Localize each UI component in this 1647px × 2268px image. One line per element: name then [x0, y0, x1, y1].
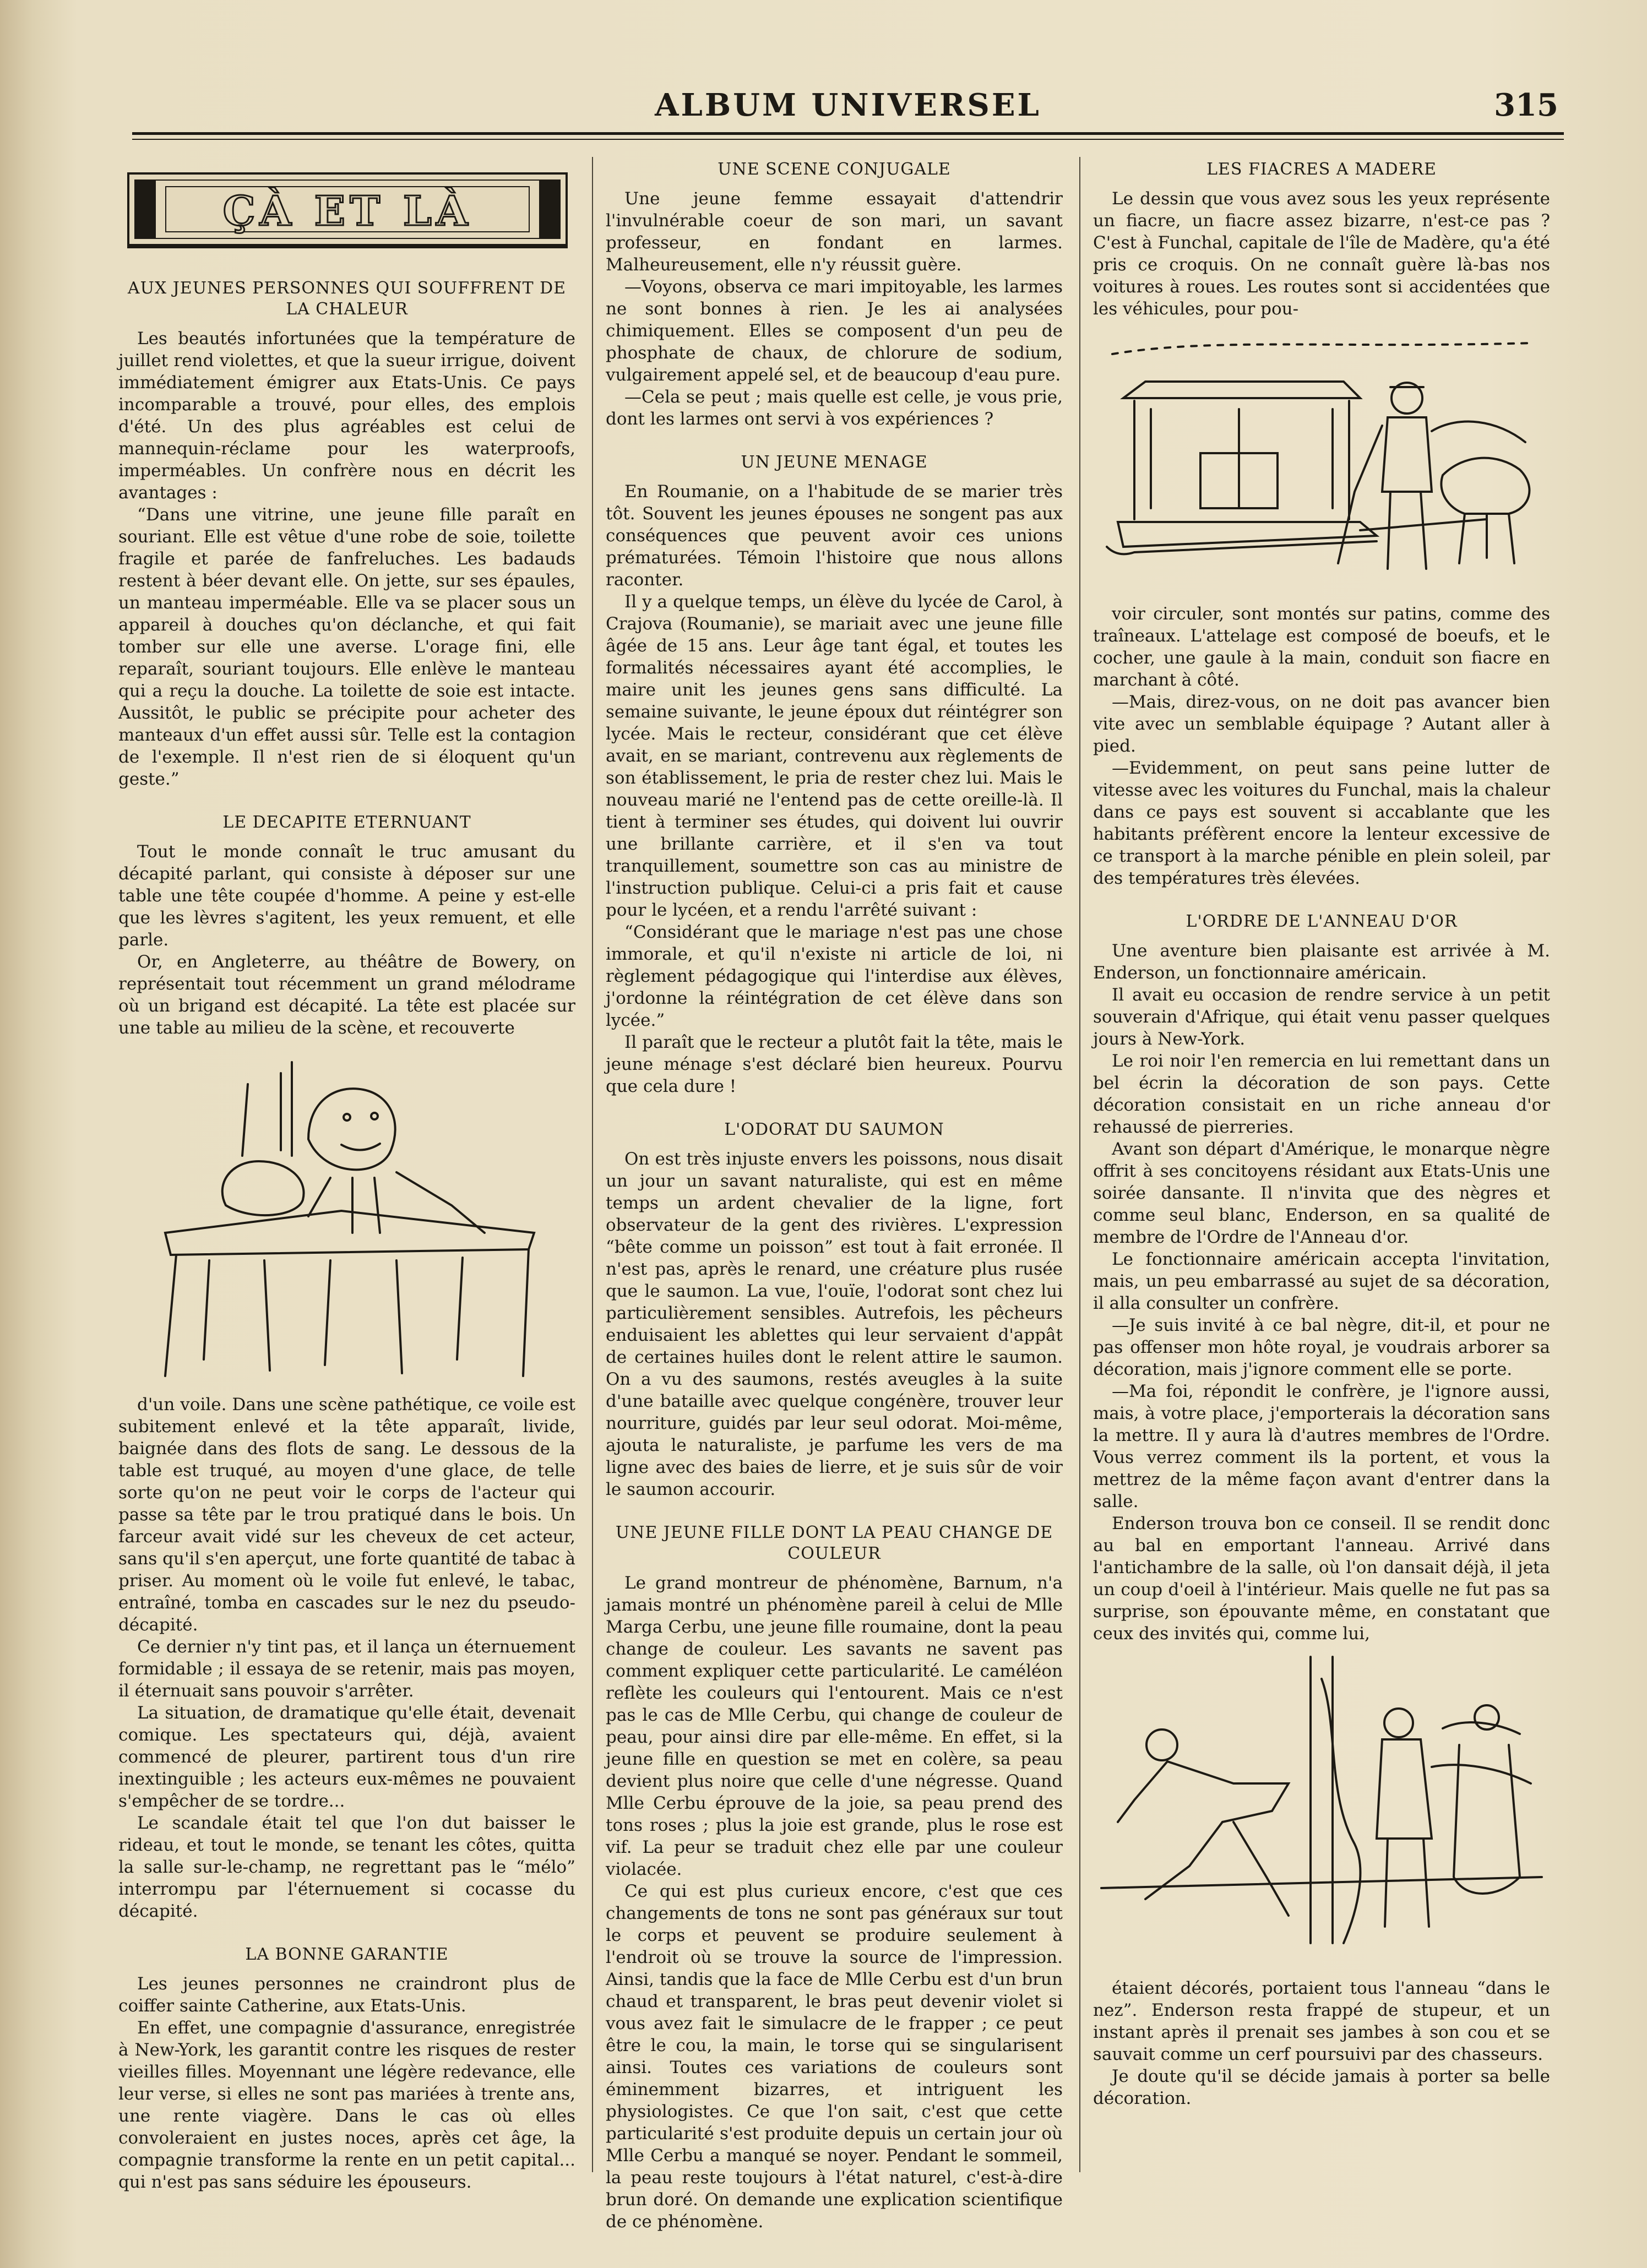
article-paragraph: —Evidemment, on peut sans peine lutter de vitesse avec les voitures du Funchal, mais la chaleur dans ce pays est souvent si accablante que les habitants préfèrent encore la lenteur excessive de ce transport à la marche pénible en plein soleil, par des températures très élevées.	[1093, 758, 1550, 888]
article-title: LE DECAPITE ETERNUANT	[222, 813, 471, 832]
article-title: UN JEUNE MENAGE	[741, 453, 928, 472]
article-title: LES FIACRES A MADERE	[1206, 160, 1437, 179]
article-title: AUX JEUNES PERSONNES QUI SOUFFRENT DE LA CHALEUR	[127, 279, 567, 319]
article-title: L'ODORAT DU SAUMON	[724, 1120, 944, 1139]
article-paragraph: La situation, de dramatique qu'elle était, devenait comique. Les spectateurs qui, déjà, avaient commencé de pleurer, partirent tous d'un rire inextinguible ; les acteurs eux-mêmes ne pouvaient s'empêcher de se tordre...	[118, 1703, 575, 1811]
article-paragraph: Il y a quelque temps, un élève du lycée de Carol, à Crajova (Roumanie), se mariait avec une jeune fille âgée de 15 ans. Leur âge tant égal, et toutes les formalités nécessaires ayant été accomplies, le maire unit les jeunes gens sans difficulté. La semaine suivante, le jeune époux dut réintégrer son lycée. Mais le recteur, considérant que cet élève avait, en se mariant, contrevenu aux règlements de son établissement, le pria de rester chez lui. Mais le nouveau marié ne l'entend pas de cette oreille-là. Il tient à terminer ses études, qui doivent lui ouvrir une brillante carrière, et il s'en va tout tranquillement, soumettre son cas au ministre de l'instruction publique. Celui-ci a pris fait et cause pour le lycéen, et a rendu l'arrêté suivant :	[606, 592, 1063, 920]
column-divider-2	[1079, 157, 1080, 2172]
article-paragraph: Avant son départ d'Amérique, le monarque nègre offrit à ses concitoyens résidant aux Etats-Unis une soirée dansante. Il n'invita que des nègres et comme seul blanc, Enderson, en sa qualité de membre de l'Ordre de l'Anneau d'or.	[1093, 1139, 1550, 1247]
article-title: UNE JEUNE FILLE DONT LA PEAU CHANGE DE COULEUR	[615, 1523, 1053, 1563]
column-2	[606, 151, 1063, 2232]
column-3	[1093, 151, 1550, 2178]
masthead	[132, 83, 1564, 127]
article-paragraph: Le fonctionnaire américain accepta l'invitation, mais, un peu embarrassé au sujet de sa décoration, il alla consulter un confrère.	[1093, 1249, 1550, 1313]
article-paragraph: étaient décorés, portaient tous l'anneau “dans le nez”. Enderson resta frappé de stupeur, et un instant après il prenait ses jambes à son cou et se sauvait comme un cerf poursuivi par des chasseurs.	[1093, 1978, 1550, 2064]
article-paragraph: Une jeune femme essayait d'attendrir l'invulnérable coeur de son mari, un savant professeur, en fondant en larmes. Malheureusement, elle n'y réussit guère.	[606, 189, 1063, 275]
column-1	[118, 151, 575, 2192]
article-paragraph: Le scandale était tel que l'on dut baisser le rideau, et tout le monde, se tenant les côtes, quitta la salle sur-le-champ, ne regrettant pas le “mélo” interrompu par l'éternuement si cocasse du décapité.	[118, 1813, 575, 1921]
article-paragraph: Je doute qu'il se décide jamais à porter sa belle décoration.	[1093, 2066, 1550, 2108]
article-title: UNE SCENE CONJUGALE	[717, 160, 951, 179]
article-paragraph: —Ma foi, répondit le confrère, je l'ignore aussi, mais, à votre place, j'emporterais la décoration sans la mettre. Il y aura là d'autres membres de l'Ordre. Vous verrez comment ils la portent, et vous la mettrez de la même façon avant d'entrer dans la salle.	[1093, 1382, 1550, 1511]
article-paragraph: Enderson trouva bon ce conseil. Il se rendit donc au bal en emportant l'anneau. Arrivé dans l'antichambre de la salle, où l'on dansait déjà, il jeta un coup d'oeil à l'intérieur. Mais quelle ne fut pas sa surprise, son épouvante même, en constatant que ceux des invités qui, comme lui,	[1093, 1514, 1550, 1644]
header-rule-thin	[132, 139, 1564, 140]
article-paragraph: Le roi noir l'en remercia en lui remettant dans un bel écrin la décoration de son pays. Cette décoration consistait en un riche anneau d'or rehaussé de pierreries.	[1093, 1051, 1550, 1137]
article-paragraph: —Mais, direz-vous, on ne doit pas avancer bien vite avec un semblable équipage ? Autant aller à pied.	[1093, 692, 1550, 756]
article-paragraph: d'un voile. Dans une scène pathétique, ce voile est subitement enlevé et la tête apparaît, livide, baignée dans des flots de sang. Le dessous de la table est truqué, au moyen d'une glace, de telle sorte qu'on ne peut voir le corps de l'acteur qui passe sa tête par le trou pratiqué dans le bois. Un farceur avait vidé sur les cheveux de cet acteur, sans qu'il s'en aperçut, une forte quantité de tabac à priser. Au moment où le voile fut enlevé, le tabac, entraîné, tomba en cascades sur le nez du pseudo-décapité.	[118, 1395, 575, 1635]
article-paragraph: Le grand montreur de phénomène, Barnum, n'a jamais montré un phénomène pareil à celui de Mlle Marga Cerbu, une jeune fille roumaine, dont la peau change de couleur. Les savants ne savent pas comment expliquer cette particularité. Le caméléon reflète les couleurs qui l'entourent. Mais ce n'est pas le cas de Mlle Cerbu, qui change de couleur de peau, pour ainsi dire par elle-même. En effet, si la jeune fille en question se met en colère, sa peau devient plus noire que celle d'une négresse. Quand Mlle Cerbu éprouve de la joie, sa peau prend des tons roses ; plus la joie est grande, plus le rose est vif. La peur se traduit chez elle par une couleur violacée.	[606, 1573, 1063, 1879]
article-paragraph: Il paraît que le recteur a plutôt fait la tête, mais le jeune ménage s'est déclaré bien heureux. Pourvu que cela dure !	[606, 1032, 1063, 1096]
article-paragraph: On est très injuste envers les poissons, nous disait un jour un savant naturaliste, qui est en même temps un ardent chevalier de la ligne, fort observateur de la gent des rivières. L'expression “bête comme un poisson” est tout à fait erronée. Il n'est pas, après le renard, une créature plus rusée que le saumon. La vue, l'ouïe, l'odorat sont chez lui particulièrement sensibles. Autrefois, les pêcheurs enduisaient les ablettes qui leur servaient d'appât de certaines huiles dont le relent attire le saumon. On a vu des saumons, restés aveugles à la suite d'une bataille avec quelque congénère, trouver leur nourriture, guidés par leur seul odorat. Moi-même, ajouta le naturaliste, je parfume les vers de ma ligne avec des baies de lierre, et je suis sûr de voir le saumon accourir.	[606, 1149, 1063, 1499]
publication-title: ALBUM UNIVERSEL	[655, 87, 1041, 123]
column-divider-1	[592, 157, 593, 2172]
header-rule-thick	[132, 132, 1564, 135]
article-paragraph: Or, en Angleterre, au théâtre de Bowery, on représentait tout récemment un grand mélodrame où un brigand est décapité. La tête est placée sur une table au milieu de la scène, et recouverte	[118, 952, 575, 1038]
madeira-sledge-cab-illustration	[1101, 332, 1542, 591]
decapitated-head-illustration	[143, 1051, 551, 1382]
article-paragraph: —Voyons, observa ce mari impitoyable, les larmes ne sont bonnes à rien. Je les ai analysées chimiquement. Elles se composent d'un peu de phosphate de chaux, de chlorure de sodium, vulgairement appelé sel, et de beaucoup d'eau pure.	[606, 277, 1063, 385]
banner-title: ÇÀ ET LÀ	[222, 188, 472, 235]
article-paragraph: Tout le monde connaît le truc amusant du décapité parlant, qui consiste à déposer sur une table une tête coupée d'homme. A peine y est-elle que les lèvres s'agitent, les yeux remuent, et elle parle.	[118, 842, 575, 950]
article-paragraph: voir circuler, sont montés sur patins, comme des traîneaux. L'attelage est composé de boeufs, et le cocher, une gaule à la main, conduit son fiacre en marchant à côté.	[1093, 604, 1550, 690]
article-paragraph: En effet, une compagnie d'assurance, enregistrée à New-York, les garantit contre les risques de rester vieilles filles. Moyennant une légère redevance, elle leur verse, si elles ne sont pas mariées à trente ans, une rente viagère. Dans le cas où elles convoleraient en justes noces, après cet âge, la compagnie transforme la rente en un petit capital... qui n'est pas sans séduire les épouseurs.	[118, 2018, 575, 2192]
article-title: LA BONNE GARANTIE	[245, 1945, 449, 1964]
article-title: L'ORDRE DE L'ANNEAU D'OR	[1186, 912, 1458, 931]
article-paragraph: Une aventure bien plaisante est arrivée à M. Enderson, un fonctionnaire américain.	[1093, 941, 1550, 983]
article-paragraph: Il avait eu occasion de rendre service à un petit souverain d'Afrique, qui était venu passer quelques jours à New-York.	[1093, 985, 1550, 1049]
article-paragraph: “Dans une vitrine, une jeune fille paraît en souriant. Elle est vêtue d'une robe de soie, toilette fragile et parée de fanfreluches. Les badauds restent à béer devant elle. On jette, sur ses épaules, un manteau imperméable. Elle va se placer sous un appareil à douches qu'on déclanche, et qui fait tomber sur elle une averse. L'orage fini, elle reparaît, souriant toujours. Elle enlève le manteau qui a reçu la douche. La toilette de soie est intacte. Aussitôt, le public se précipite pour acheter des manteaux d'un effet aussi sûr. Telle est la contagion de l'exemple. Il n'est rien de si éloquent qu'un geste.”	[118, 505, 575, 789]
section-banner	[127, 168, 568, 251]
article-paragraph: En Roumanie, on a l'habitude de se marier très tôt. Souvent les jeunes épouses ne songent pas aux conséquences que peuvent avoir ces unions prématurées. Témoin l'histoire que nous allons raconter.	[606, 482, 1063, 590]
article-paragraph: Ce qui est plus curieux encore, c'est que ces changements de tons ne sont pas généraux sur tout le corps et peuvent se produire seulement à l'endroit où se trouve la source de l'impression. Ainsi, tandis que la face de Mlle Cerbu est d'un brun chaud et transparent, le bras peut devenir violet si vous avez fait le simulacre de le frapper ; ce peut être le cou, la main, le torse qui se singularisent ainsi. Toutes ces variations de couleurs sont éminemment bizarres, et intriguent les physiologistes. Ce que l'on sait, c'est que cette particularité s'est produite depuis un certain jour où Mlle Cerbu a manqué se noyer. Pendant le sommeil, la peau reste toujours à l'état naturel, c'est-à-dire brun doré. On demande une explication scientifique de ce phénomène.	[606, 1881, 1063, 2232]
article-paragraph: Ce dernier n'y tint pas, et il lança un éternuement formidable ; il essaya de se retenir, mais pas moyen, il éternuait sans pouvoir s'arrêter.	[118, 1637, 575, 1701]
article-paragraph: Les beautés infortunées que la température de juillet rend violettes, et que la sueur irrigue, doivent immédiatement émigrer aux Etats-Unis. Ce pays incomparable a trouvé, pour elles, des emplois d'été. Un des plus agréables est celui de mannequin-réclame pour les waterproofs, imperméables. Un confrère nous en décrit les avantages :	[118, 329, 575, 503]
article-paragraph: “Considérant que le mariage n'est pas une chose immorale, et qu'il n'existe ni article de loi, ni règlement pédagogique qui l'interdise aux élèves, j'ordonne la réintégration de cet élève dans son lycée.”	[606, 922, 1063, 1030]
article-paragraph: Les jeunes personnes ne craindront plus de coiffer sainte Catherine, aux Etats-Unis.	[118, 1974, 575, 2016]
article-paragraph: —Je suis invité à ce bal nègre, dit-il, et pour ne pas offenser mon hôte royal, je voudrais arborer sa décoration, mais j'ignore comment elle se porte.	[1093, 1315, 1550, 1379]
ballroom-illustration	[1101, 1657, 1542, 1965]
article-paragraph: Le dessin que vous avez sous les yeux représente un fiacre, un fiacre assez bizarre, n'est-ce pas ? C'est à Funchal, capitale de l'île de Madère, qu'a été pris ce croquis. On ne connaît guère là-bas nos voitures à roues. Les routes sont si accidentées que les véhicules, pour pou-	[1093, 189, 1550, 319]
page-number: 315	[1494, 87, 1558, 123]
article-paragraph: —Cela se peut ; mais quelle est celle, je vous prie, dont les larmes ont servi à vos expériences ?	[606, 387, 1063, 429]
